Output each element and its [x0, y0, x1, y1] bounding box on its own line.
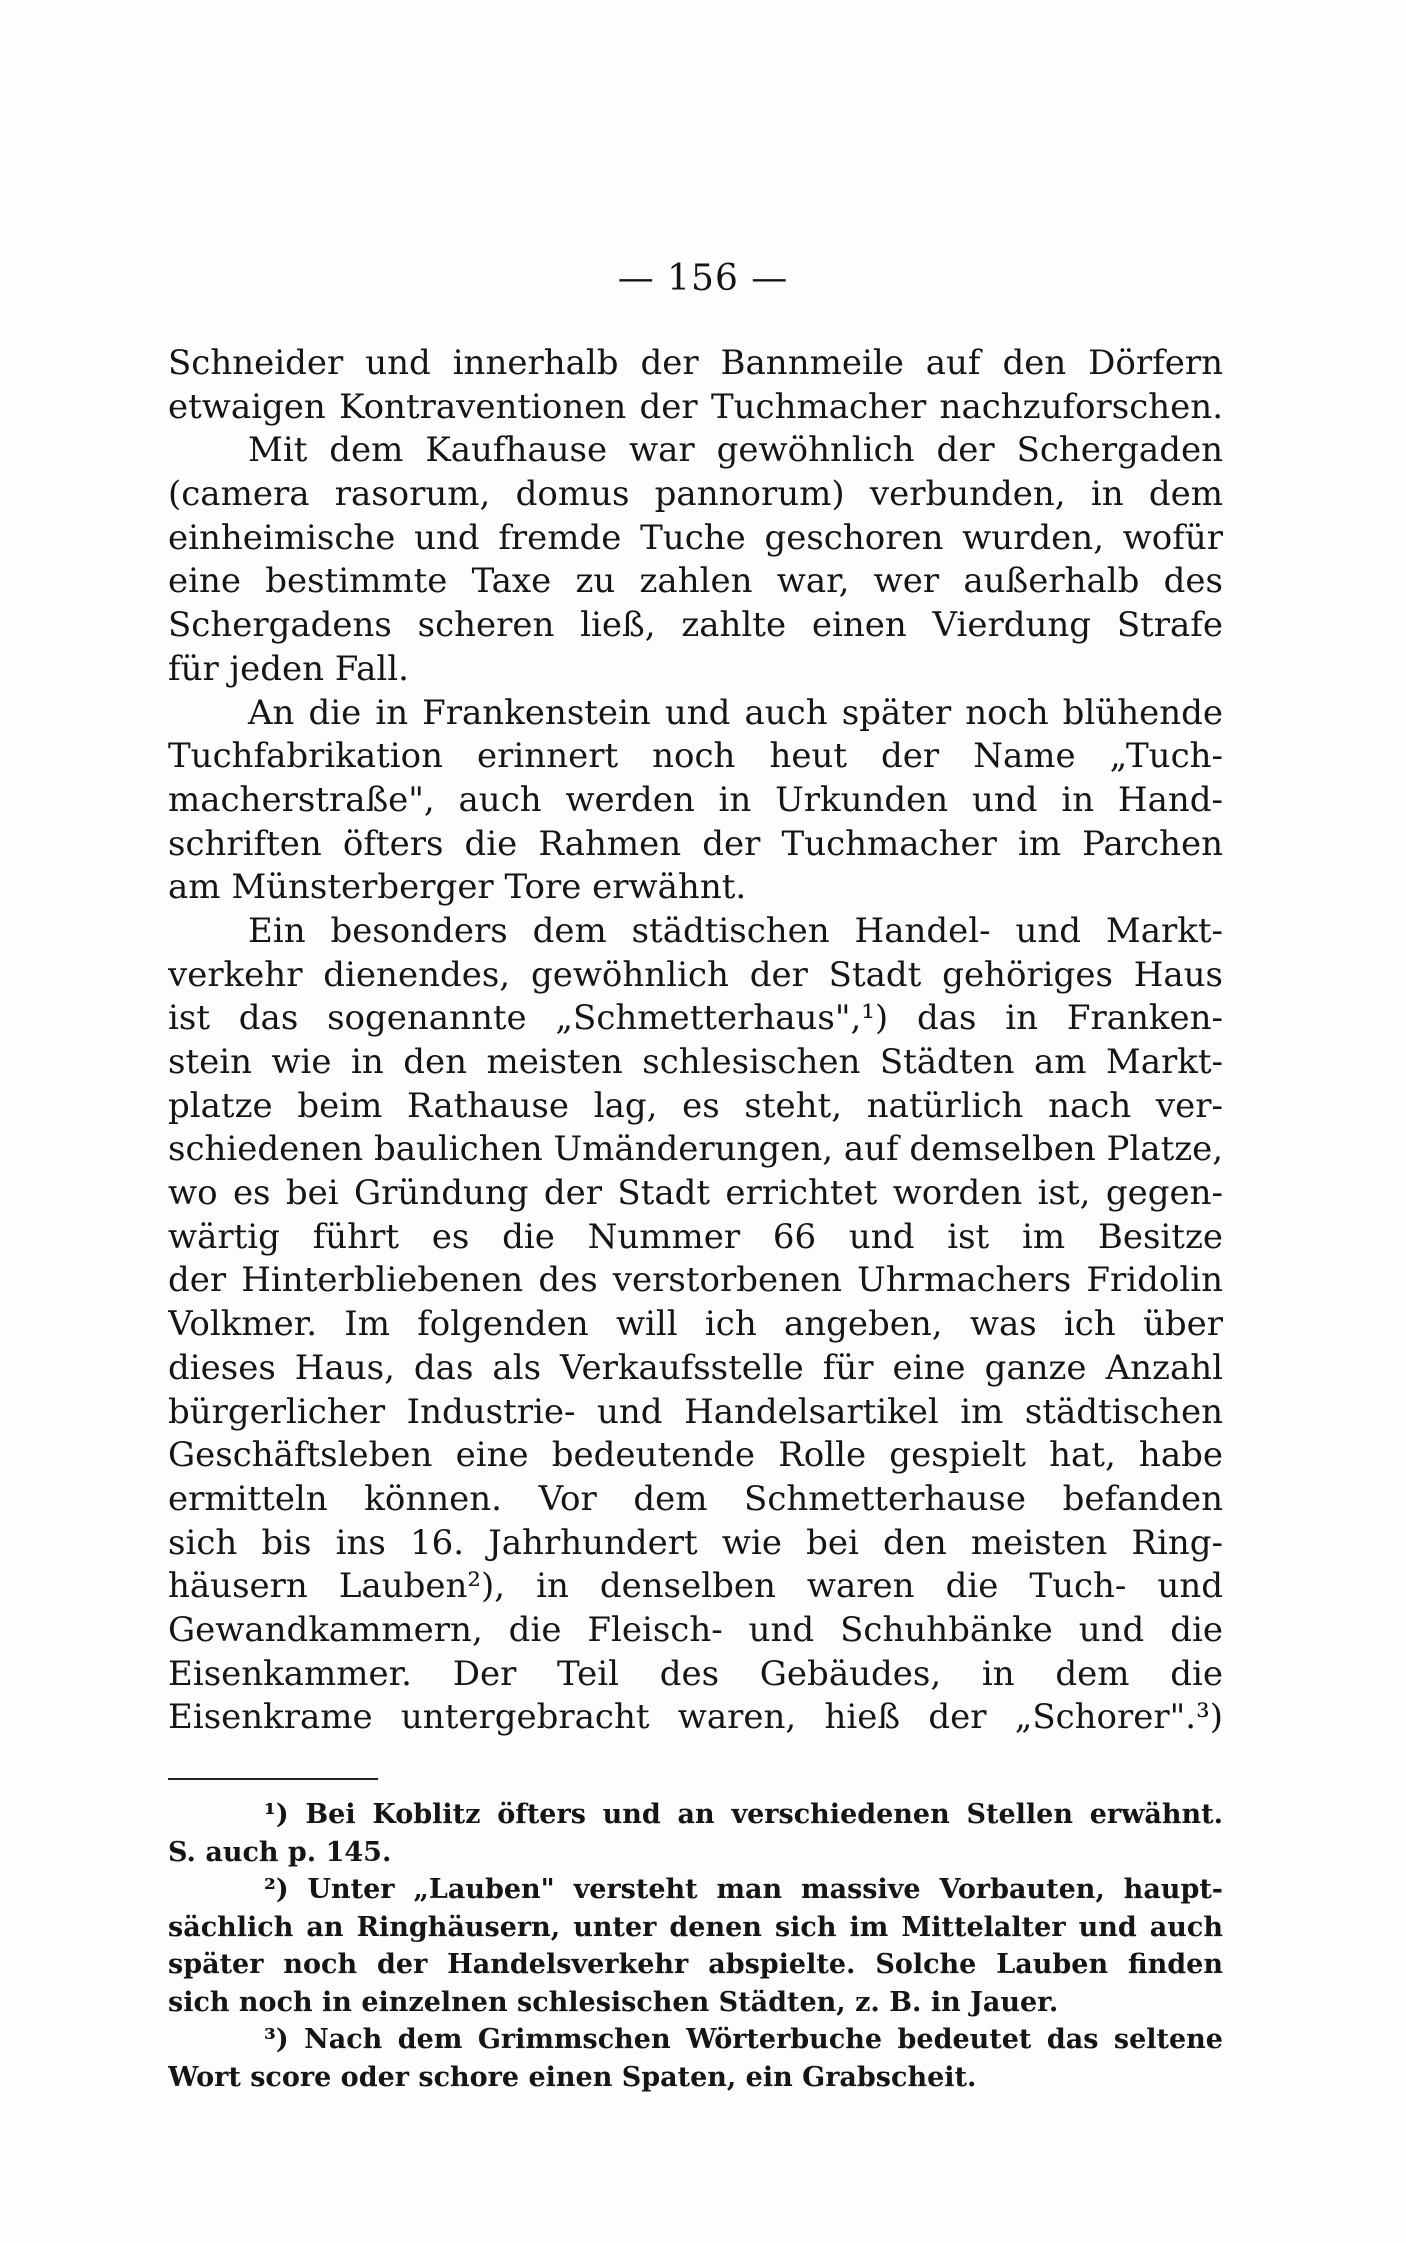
- text-line: Schergadens scheren ließ, zahlte einen Vierdung Strafe: [168, 605, 1223, 646]
- footnote-line: ³) Nach dem Grimmschen Wörterbuche bedeutet das seltene: [264, 2024, 1223, 2055]
- footnote-line: ¹) Bei Koblitz öfters und an verschiedenen Stellen erwähnt.: [264, 1799, 1223, 1830]
- text-line: schriften öfters die Rahmen der Tuchmacher im Parchen: [168, 823, 1223, 864]
- text-line: ermitteln können. Vor dem Schmetterhause befanden: [168, 1478, 1223, 1519]
- text-line: Eisenkammer. Der Teil des Gebäudes, in dem die: [168, 1653, 1223, 1694]
- text-line: bürgerlicher Industrie- und Handelsartikel im städtischen: [168, 1391, 1223, 1432]
- text-line: Ein besonders dem städtischen Handel- und Markt-: [248, 910, 1223, 951]
- text-line: macherstraße", auch werden in Urkunden und in Hand-: [168, 779, 1223, 820]
- text-line: Tuchfabrikation erinnert noch heut der Name „Tuch-: [168, 736, 1223, 777]
- footnotes: [168, 1796, 1223, 2096]
- text-line: häusern Lauben²), in denselben waren die Tuch- und: [168, 1566, 1223, 1607]
- footnote-line: später noch der Handelsverkehr abspielte. Solche Lauben finden: [168, 1949, 1223, 1980]
- text-line: einheimische und fremde Tuche geschoren wurden, wofür: [168, 517, 1223, 558]
- text-line: Eisenkrame untergebracht waren, hieß der „Schorer".³): [168, 1697, 1223, 1738]
- text-line: Geschäftsleben eine bedeutende Rolle gespielt hat, habe: [168, 1435, 1223, 1476]
- text-line: ist das sogenannte „Schmetterhaus",¹) das in Franken-: [168, 998, 1223, 1039]
- text-line: platze beim Rathause lag, es steht, natürlich nach ver-: [168, 1085, 1223, 1126]
- text-line: am Münsterberger Tore erwähnt.: [168, 867, 747, 908]
- text-line: eine bestimmte Taxe zu zahlen war, wer außerhalb des: [168, 561, 1223, 602]
- text-line: für jeden Fall.: [168, 648, 409, 689]
- footnote-line: ²) Unter „Lauben" versteht man massive Vorbauten, haupt-: [264, 1874, 1223, 1905]
- footnote-line: sächlich an Ringhäusern, unter denen sich im Mittelalter und auch: [168, 1911, 1223, 1943]
- footnote-line: sich noch in einzelnen schlesischen Städten, z. B. in Jauer.: [168, 1986, 1059, 2018]
- text-line: (camera rasorum, domus pannorum) verbunden, in dem: [168, 474, 1223, 515]
- text-line: der Hinterbliebenen des verstorbenen Uhrmachers Fridolin: [168, 1260, 1223, 1301]
- text-line: wo es bei Gründung der Stadt errichtet worden ist, gegen-: [168, 1173, 1223, 1214]
- footnote-line: Wort score oder schore einen Spaten, ein Grabscheit.: [168, 2061, 977, 2093]
- text-line: schiedenen baulichen Umänderungen, auf demselben Platze,: [168, 1129, 1223, 1170]
- footnote-divider: [168, 1778, 378, 1780]
- footnote-line: S. auch p. 145.: [168, 1836, 392, 1868]
- text-line: An die in Frankenstein und auch später noch blühende: [248, 692, 1223, 733]
- text-line: dieses Haus, das als Verkaufsstelle für eine ganze Anzahl: [168, 1347, 1223, 1388]
- page-number: — 156 —: [617, 258, 789, 299]
- text-line: stein wie in den meisten schlesischen Städten am Markt-: [168, 1042, 1223, 1082]
- text-line: etwaigen Kontraventionen der Tuchmacher nachzuforschen.: [168, 386, 1223, 427]
- text-line: Mit dem Kaufhause war gewöhnlich der Schergaden: [248, 430, 1223, 471]
- text-line: wärtig führt es die Nummer 66 und ist im Besitze: [168, 1216, 1223, 1257]
- body-text: [168, 342, 1223, 1740]
- text-line: verkehr dienendes, gewöhnlich der Stadt gehöriges Haus: [168, 954, 1223, 995]
- text-line: Gewandkammern, die Fleisch- und Schuhbänke und die: [168, 1609, 1223, 1650]
- text-line: sich bis ins 16. Jahrhundert wie bei den meisten Ring-: [168, 1522, 1223, 1563]
- text-line: Schneider und innerhalb der Bannmeile auf den Dörfern: [168, 343, 1223, 383]
- text-line: Volkmer. Im folgenden will ich angeben, was ich über: [168, 1304, 1223, 1345]
